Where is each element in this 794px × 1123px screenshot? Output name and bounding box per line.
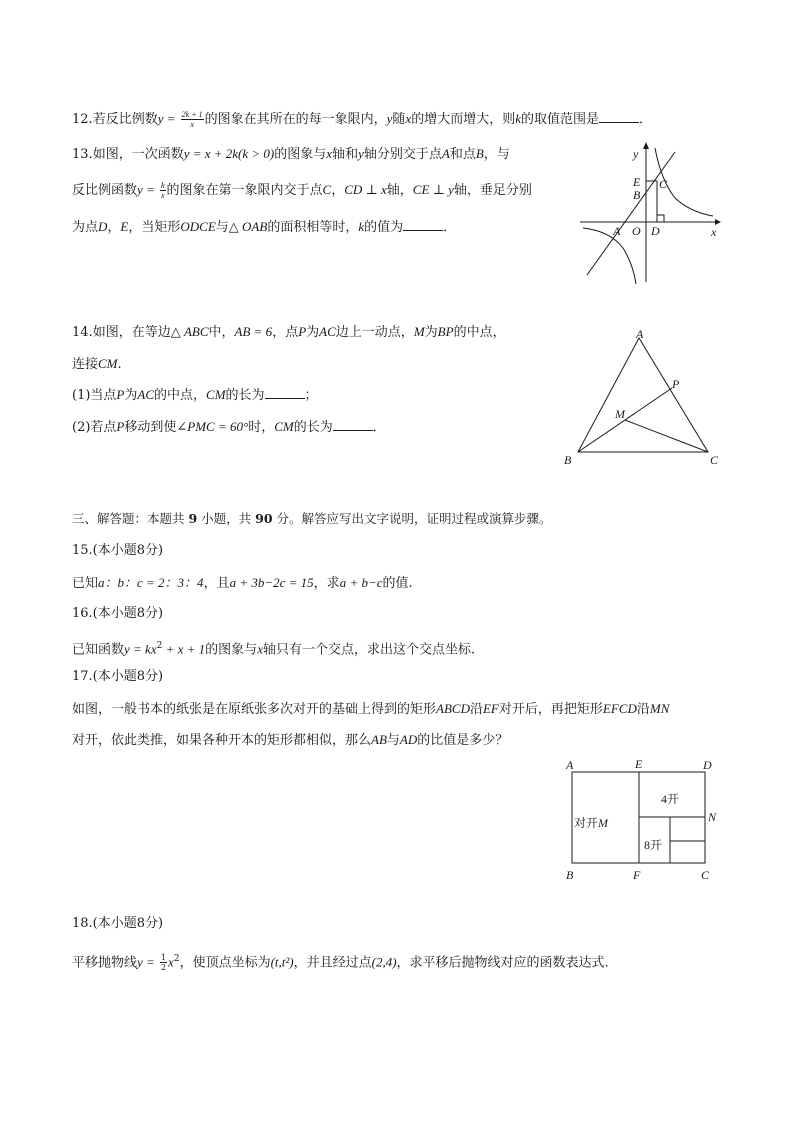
text: 的增大而增大，则	[411, 112, 516, 127]
q14-line-1	[72, 323, 506, 342]
label-O: O	[632, 224, 641, 238]
question-number: 13.	[72, 147, 93, 162]
text: 沿	[636, 702, 650, 717]
text: 的中点，	[154, 388, 207, 403]
q14-triangle-figure	[560, 326, 730, 471]
math: a + b−c	[339, 575, 383, 590]
math: EFCD	[602, 701, 637, 716]
label-8kai: 8开	[644, 838, 663, 852]
math: + x + 1	[162, 641, 206, 657]
math: P	[116, 387, 125, 402]
math: ABCD	[436, 701, 470, 716]
text: 时，	[248, 420, 275, 435]
math: EF	[482, 701, 499, 716]
q18-body	[72, 950, 609, 972]
text: ，当矩形	[128, 220, 181, 235]
math: y	[386, 111, 393, 126]
math: AD	[399, 732, 418, 747]
q15-body	[72, 574, 413, 593]
math: △ ABC	[170, 324, 209, 339]
math: y =	[137, 182, 155, 197]
text: ．	[372, 420, 386, 435]
q14-part-2	[72, 418, 386, 437]
text: 如图，一次函数	[92, 147, 184, 162]
math: A	[441, 146, 450, 161]
q14-line-2	[72, 355, 122, 374]
math: a + 3b−2c = 15	[229, 575, 314, 590]
math: x	[257, 641, 263, 657]
text: ，使顶点坐标为	[179, 955, 271, 971]
q16-heading: 16.(本小题8分)	[72, 606, 164, 621]
text: ，并且经过点	[293, 955, 372, 971]
math: C	[322, 182, 332, 197]
label-N: N	[708, 810, 717, 824]
math: △ OAB	[228, 219, 268, 234]
q17-body-1	[72, 700, 669, 719]
math: y =	[137, 954, 155, 970]
q16-body	[72, 637, 475, 659]
text: (1)当点	[72, 388, 117, 403]
text: 轴，	[386, 183, 413, 198]
fraction	[160, 953, 167, 972]
math: CM	[274, 419, 294, 434]
fraction	[181, 110, 204, 129]
label-A: A	[636, 327, 644, 341]
text: 边上一动点，	[335, 325, 414, 340]
text: 的图象与	[274, 147, 327, 162]
math: CD ⊥ x	[344, 182, 387, 197]
right-angle-mark	[657, 215, 664, 222]
numerator: k	[160, 181, 165, 190]
numerator: 2k + 1	[181, 110, 203, 119]
label-B: B	[566, 868, 574, 882]
text: 的图象在其所在的每一象限内，	[204, 112, 387, 127]
text: ，且	[203, 576, 230, 591]
q12-line	[72, 110, 652, 129]
label-duikai-text: 对开	[574, 816, 599, 830]
denominator: 2	[160, 963, 167, 973]
math: x	[405, 111, 412, 126]
math: CM	[206, 387, 226, 402]
label-y: y	[633, 147, 639, 161]
text: ，求平移后抛物线对应的函数表达式.	[396, 955, 609, 971]
label-E: E	[633, 175, 641, 189]
q15-heading: 15.(本小题8分)	[72, 543, 164, 558]
text: 平移抛物线	[72, 955, 138, 971]
answer-blank	[265, 386, 305, 399]
linear-function-line	[587, 152, 675, 275]
question-number: 14.	[72, 325, 93, 340]
answer-blank	[333, 418, 373, 431]
math: x	[168, 954, 174, 970]
text: 如图，在等边	[92, 325, 171, 340]
math: P	[116, 419, 125, 434]
label-E: E	[635, 757, 643, 771]
math: AC	[319, 324, 336, 339]
denominator: x	[160, 191, 165, 200]
numerator: 1	[160, 953, 167, 963]
text: ．	[443, 220, 457, 235]
denominator: x	[190, 120, 194, 129]
triangle-ABC	[578, 338, 708, 452]
math: (2,4)	[371, 954, 397, 970]
fraction	[160, 181, 166, 200]
label-x: x	[711, 225, 717, 239]
label-duikai	[574, 815, 609, 830]
label-B: B	[633, 188, 641, 202]
math: BP	[437, 324, 454, 339]
text: 移动到使	[124, 420, 177, 435]
text: 三、解答题：本题共	[72, 511, 189, 526]
label-C: C	[701, 868, 710, 882]
text: 分。解答应写出文字说明，证明过程或演算步骤。	[272, 511, 552, 526]
text: 若反比例数	[92, 112, 158, 127]
label-A: A	[566, 758, 574, 772]
math: ODCE	[180, 219, 216, 234]
text: 为	[424, 325, 438, 340]
question-number: 12.	[72, 112, 93, 127]
q13-graph-figure	[575, 140, 735, 290]
text: 轴只有一个交点，求出这个交点坐标.	[262, 642, 476, 658]
text: 的长为	[225, 388, 265, 403]
text: 的值.	[382, 576, 413, 591]
text: 对开，依此类推，如果各种开本的矩形都相似，那么	[72, 733, 372, 748]
label-D: D	[703, 758, 712, 772]
q17-heading: 17.(本小题8分)	[72, 669, 164, 684]
label-4kai: 4开	[661, 792, 680, 806]
text: ，	[331, 183, 345, 198]
label-P: P	[672, 377, 680, 391]
label-M: M	[598, 816, 609, 830]
math: y =	[157, 111, 176, 126]
math: D	[98, 219, 108, 234]
text: 和点	[449, 147, 476, 162]
text: 的图象与	[205, 642, 258, 658]
label-D: D	[651, 224, 660, 238]
math: (t,t²)	[270, 954, 294, 970]
text: 的长为	[293, 420, 333, 435]
text: 与	[386, 733, 400, 748]
math: x	[326, 146, 333, 161]
text: 的图象在第一象限内交于点	[166, 183, 323, 198]
label-C: C	[710, 453, 719, 467]
text: 轴，垂足分别	[453, 183, 532, 198]
text: 的取值范围是	[520, 112, 599, 127]
superscript: 2	[173, 954, 180, 964]
math: y = x + 2k(k > 0)	[183, 146, 275, 161]
math: y	[358, 146, 364, 161]
math: AB	[371, 732, 387, 747]
text: 中，	[208, 325, 235, 340]
text: ．	[639, 112, 653, 127]
math: M	[413, 324, 425, 339]
math: a：b：c = 2：3：4	[98, 575, 204, 590]
math: E	[120, 219, 129, 234]
text: 轴分别交于点	[363, 147, 442, 162]
text: ，求	[313, 576, 340, 591]
math: k	[358, 219, 365, 234]
q13-line-2	[72, 181, 532, 200]
label-M: M	[615, 407, 625, 421]
math: ∠PMC = 60°	[176, 419, 249, 434]
math: AC	[137, 387, 155, 402]
text: 小题，共	[197, 511, 256, 526]
text: 反比例函数	[72, 183, 138, 198]
text: 已知函数	[72, 642, 125, 658]
text: 沿	[469, 702, 483, 717]
text: 9	[188, 511, 198, 526]
section-heading	[72, 510, 552, 528]
y-axis-arrow	[643, 142, 649, 149]
label-C: C	[659, 177, 668, 191]
text: 为点	[72, 220, 99, 235]
label-B: B	[564, 453, 572, 467]
text: ；	[304, 388, 318, 403]
q17-paper-figure	[560, 755, 730, 885]
text: 为	[306, 325, 320, 340]
q14-part-1	[72, 386, 318, 405]
label-A: A	[613, 224, 621, 238]
text: 的比值是多少？	[417, 733, 509, 748]
text: 为	[124, 388, 138, 403]
math: k	[515, 111, 521, 126]
text: 随	[392, 112, 406, 127]
text: 的值为	[364, 220, 404, 235]
q17-body-2	[72, 731, 508, 750]
text: 如图，一般书本的纸张是在原纸张多次对开的基础上得到的矩形	[72, 702, 437, 717]
math: B	[475, 146, 484, 161]
text: 的中点，	[453, 325, 506, 340]
math: P	[298, 324, 307, 339]
text: 已知	[72, 576, 99, 591]
math: CE ⊥ y	[412, 182, 454, 197]
answer-blank	[599, 110, 639, 123]
text: 轴和	[332, 147, 359, 162]
text: 90	[255, 511, 273, 526]
answer-blank	[403, 218, 443, 231]
text: 对开后，再把矩形	[498, 702, 603, 717]
text: (2)若点	[72, 420, 117, 435]
label-F: F	[633, 868, 641, 882]
math: y = kx	[124, 641, 157, 657]
q13-line-1	[72, 145, 510, 164]
text: 连接	[72, 357, 99, 372]
hyperbola-branch-q3	[583, 228, 636, 284]
segment-CM	[625, 420, 708, 452]
q18-heading: 18.(本小题8分)	[72, 916, 164, 931]
q13-line-3	[72, 218, 456, 237]
text: .	[117, 357, 122, 372]
superscript: 2	[156, 641, 163, 651]
math: MN	[649, 701, 670, 716]
text: ，点	[272, 325, 299, 340]
text: 与	[215, 220, 229, 235]
text: ，与	[483, 147, 510, 162]
math: CM	[98, 356, 118, 371]
math: AB = 6	[234, 324, 273, 339]
text: ，	[107, 220, 121, 235]
text: 的面积相等时，	[267, 220, 359, 235]
